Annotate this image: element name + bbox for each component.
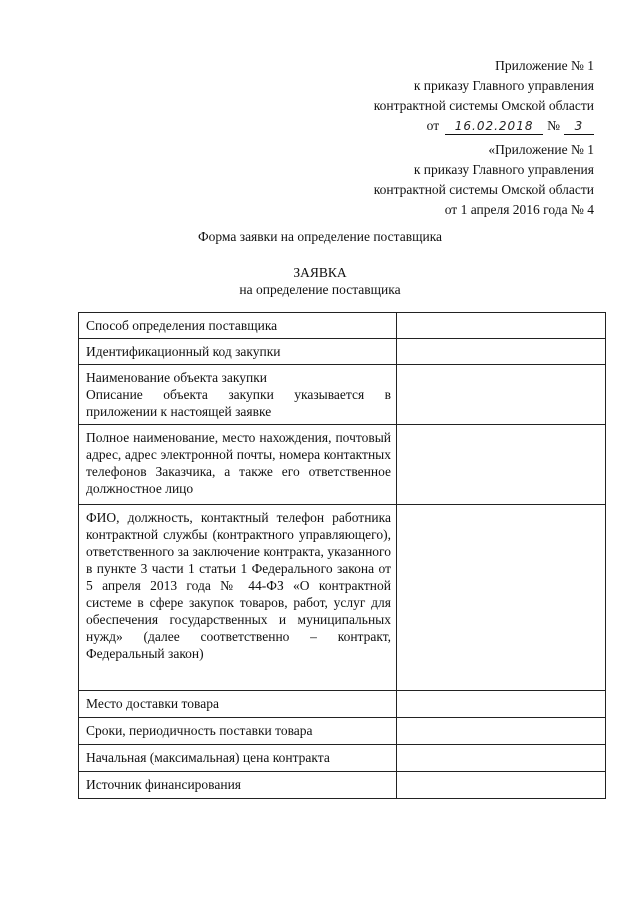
table-row bbox=[79, 691, 606, 718]
table-row bbox=[79, 425, 606, 505]
field-value[interactable] bbox=[397, 772, 606, 799]
table-row bbox=[79, 313, 606, 339]
field-value[interactable] bbox=[397, 691, 606, 718]
date-prefix: от bbox=[426, 118, 440, 133]
application-form-table bbox=[78, 312, 606, 799]
field-label-line: Сроки, периодичность поставки товара bbox=[86, 723, 313, 738]
form-title: Форма заявки на определение поставщика bbox=[197, 229, 443, 244]
field-label bbox=[79, 718, 397, 745]
field-label bbox=[79, 772, 397, 799]
field-value[interactable] bbox=[397, 339, 606, 365]
handwritten-number: 3 bbox=[564, 118, 594, 135]
table-row bbox=[79, 772, 606, 799]
header-line: от 1 апреля 2016 года № 4 bbox=[444, 202, 594, 217]
handwritten-date: 16.02.2018 bbox=[445, 118, 543, 135]
header-line: «Приложение № 1 bbox=[488, 142, 594, 157]
field-label-line: ФИО, должность, контактный телефон работника контрактной службы (контрактного управляющего), ответственного за заключение контракта, указанного в пункте 3 части 1 статьи 1 Федерального закона от 5 апреля 2013 года № 44-ФЗ «О контрактной системе в сфере закупок товаров, работ, услуг для обеспечения государственных и муниципальных нужд» (далее соответственно – контракт, Федеральный закон) bbox=[86, 510, 391, 661]
field-label-line: Полное наименование, место нахождения, почтовый адрес, адрес электронной почты, номера контактных телефонов Заказчика, а также его ответственное должностное лицо bbox=[86, 430, 391, 496]
table-row bbox=[79, 505, 606, 691]
field-label bbox=[79, 313, 397, 339]
field-value[interactable] bbox=[397, 313, 606, 339]
field-label-line: Наименование объекта закупки bbox=[86, 370, 267, 385]
header-line: контрактной системы Омской области bbox=[373, 182, 594, 197]
field-label-line: Место доставки товара bbox=[86, 696, 219, 711]
field-label-line: Способ определения поставщика bbox=[86, 318, 278, 333]
table-row bbox=[79, 339, 606, 365]
field-value[interactable] bbox=[397, 425, 606, 505]
field-label-line: Идентификационный код закупки bbox=[86, 344, 281, 359]
header-date-line bbox=[264, 116, 594, 136]
table-row bbox=[79, 718, 606, 745]
field-label bbox=[79, 425, 397, 505]
field-label bbox=[79, 505, 397, 691]
field-value[interactable] bbox=[397, 745, 606, 772]
header-line: к приказу Главного управления bbox=[413, 162, 594, 177]
field-value[interactable] bbox=[397, 505, 606, 691]
field-value[interactable] bbox=[397, 718, 606, 745]
header-line: Приложение № 1 bbox=[495, 58, 594, 73]
header-original-reference bbox=[264, 140, 594, 220]
field-label bbox=[79, 691, 397, 718]
field-label bbox=[79, 365, 397, 425]
application-subtitle: на определение поставщика bbox=[239, 282, 401, 297]
field-label-line: Начальная (максимальная) цена контракта bbox=[86, 750, 330, 765]
field-label bbox=[79, 339, 397, 365]
table-row bbox=[79, 365, 606, 425]
field-label bbox=[79, 745, 397, 772]
field-label-line: Источник финансирования bbox=[86, 777, 242, 792]
header-order-reference bbox=[264, 56, 594, 136]
header-line: контрактной системы Омской области bbox=[373, 98, 594, 113]
header-line: к приказу Главного управления bbox=[413, 78, 594, 93]
field-value[interactable] bbox=[397, 365, 606, 425]
number-label: № bbox=[547, 118, 560, 133]
application-title: ЗАЯВКА bbox=[293, 265, 347, 280]
table-row bbox=[79, 745, 606, 772]
field-label-line: Описание объекта закупки указывается в приложении к настоящей заявке bbox=[86, 387, 391, 419]
